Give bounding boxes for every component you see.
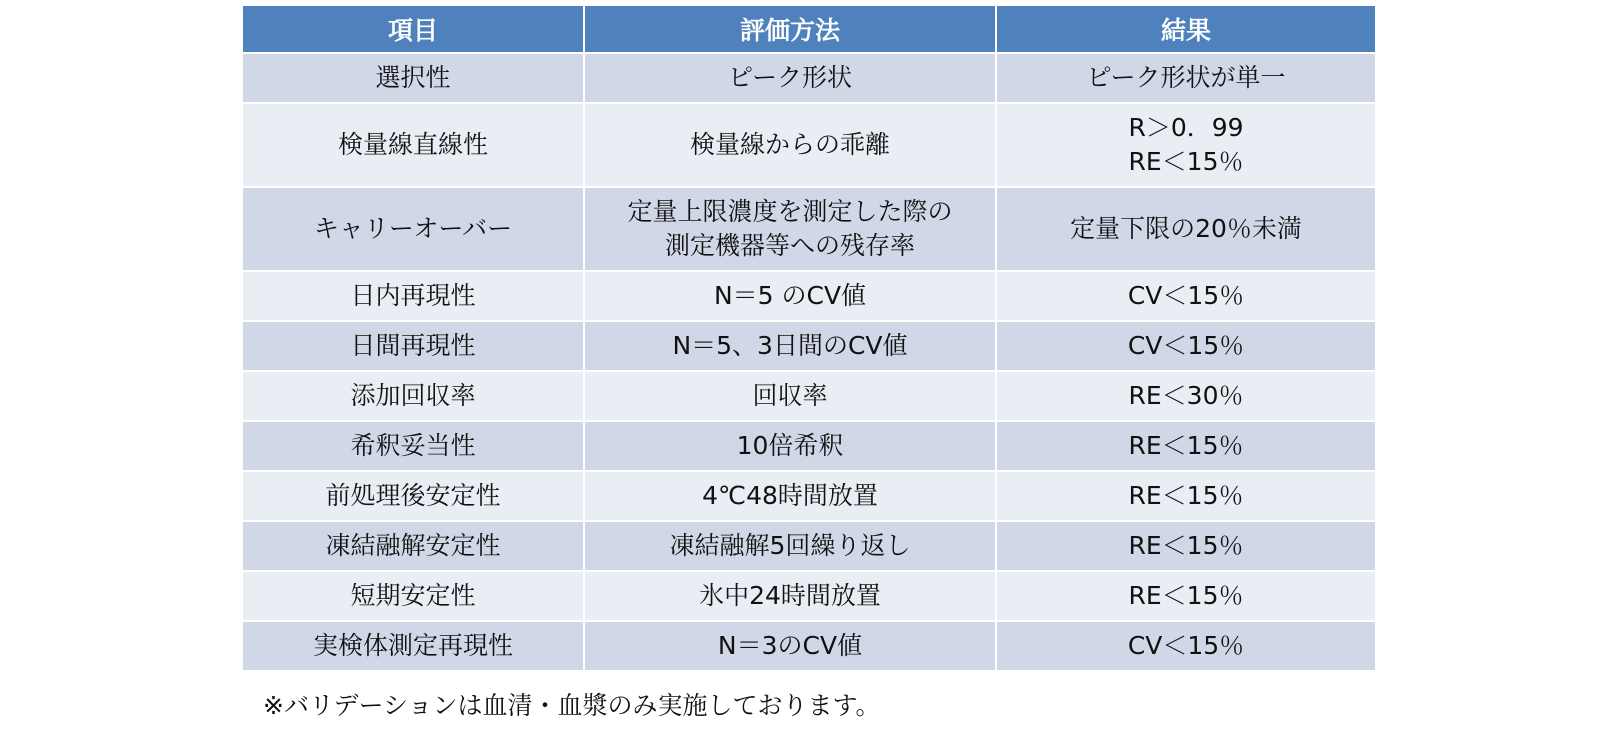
cell-item (242, 103, 584, 187)
cell-item (242, 53, 584, 103)
cell-result-line: CV＜15％ (1127, 281, 1245, 310)
cell-result-line: RE＜15％ (1128, 431, 1244, 460)
cell-result-line: ピーク形状が単一 (1086, 63, 1286, 92)
cell-result (996, 321, 1376, 371)
table-header-row (242, 5, 1376, 53)
cell-result (996, 271, 1376, 321)
table-row (242, 521, 1376, 571)
cell-item (242, 421, 584, 471)
header-result: 結果 (996, 5, 1376, 53)
cell-result-line: RE＜15％ (1128, 481, 1244, 510)
cell-method (584, 621, 996, 671)
cell-method (584, 53, 996, 103)
cell-method-line: 凍結融解5回繰り返し (669, 531, 911, 560)
cell-method-line: 定量上限濃度を測定した際の (627, 197, 953, 226)
table-row (242, 571, 1376, 621)
cell-result-line: RE＜15％ (1128, 147, 1244, 176)
cell-result-line: RE＜15％ (1128, 531, 1244, 560)
header-item: 項目 (242, 5, 584, 53)
cell-item (242, 521, 584, 571)
table-row (242, 187, 1376, 271)
cell-item-line: キャリーオーバー (313, 214, 513, 243)
table-row (242, 621, 1376, 671)
cell-method (584, 103, 996, 187)
cell-result (996, 187, 1376, 271)
table-row (242, 371, 1376, 421)
cell-result-line: R＞0．99 (1128, 113, 1244, 142)
cell-item-line: 前処理後安定性 (325, 481, 501, 510)
cell-item (242, 371, 584, 421)
cell-item (242, 321, 584, 371)
cell-item-line: 日間再現性 (350, 331, 476, 360)
table-row (242, 471, 1376, 521)
cell-result (996, 421, 1376, 471)
cell-item (242, 471, 584, 521)
cell-result (996, 621, 1376, 671)
cell-item (242, 621, 584, 671)
cell-method-line: 回収率 (752, 381, 828, 410)
cell-result-line: RE＜30％ (1128, 381, 1244, 410)
cell-item (242, 271, 584, 321)
cell-method-line: ピーク形状 (727, 63, 852, 92)
cell-item (242, 187, 584, 271)
cell-method (584, 571, 996, 621)
cell-method (584, 321, 996, 371)
table-row (242, 421, 1376, 471)
cell-item-line: 日内再現性 (350, 281, 476, 310)
cell-method-line: 10倍希釈 (736, 431, 844, 460)
header-method: 評価方法 (584, 5, 996, 53)
cell-method (584, 471, 996, 521)
validation-table (241, 4, 1377, 672)
cell-result (996, 521, 1376, 571)
cell-item-line: 実検体測定再現性 (312, 631, 513, 660)
table-body (242, 53, 1376, 671)
cell-result (996, 371, 1376, 421)
cell-result (996, 103, 1376, 187)
table-row (242, 53, 1376, 103)
cell-result (996, 471, 1376, 521)
cell-item (242, 571, 584, 621)
cell-item-line: 希釈妥当性 (350, 431, 476, 460)
cell-method-line: 4℃48時間放置 (702, 481, 878, 510)
cell-method-line: 測定機器等への残存率 (664, 231, 915, 260)
cell-item-line: 添加回収率 (350, 381, 476, 410)
cell-method (584, 187, 996, 271)
cell-method-line: N＝3のCV値 (717, 631, 863, 660)
cell-result-line: CV＜15％ (1127, 631, 1245, 660)
cell-item-line: 凍結融解安定性 (325, 531, 501, 560)
cell-item-line: 検量線直線性 (337, 130, 488, 159)
cell-result-line: RE＜15％ (1128, 581, 1244, 610)
table-row (242, 103, 1376, 187)
cell-method-line: N＝5 のCV値 (713, 281, 867, 310)
cell-result-line: CV＜15％ (1127, 331, 1245, 360)
cell-method (584, 521, 996, 571)
cell-method (584, 271, 996, 321)
cell-method-line: N＝5、3日間のCV値 (672, 331, 908, 360)
cell-result-line: 定量下限の20％未満 (1070, 214, 1302, 243)
cell-method-line: 検量線からの乖離 (689, 130, 890, 159)
table-row (242, 271, 1376, 321)
cell-result (996, 53, 1376, 103)
cell-method (584, 421, 996, 471)
table-row (242, 321, 1376, 371)
cell-item-line: 短期安定性 (350, 581, 476, 610)
cell-item-line: 選択性 (375, 63, 451, 92)
cell-method (584, 371, 996, 421)
footnote: ※バリデーションは血清・血漿のみ実施しております。 (263, 691, 881, 720)
cell-method-line: 氷中24時間放置 (699, 581, 881, 610)
cell-result (996, 571, 1376, 621)
